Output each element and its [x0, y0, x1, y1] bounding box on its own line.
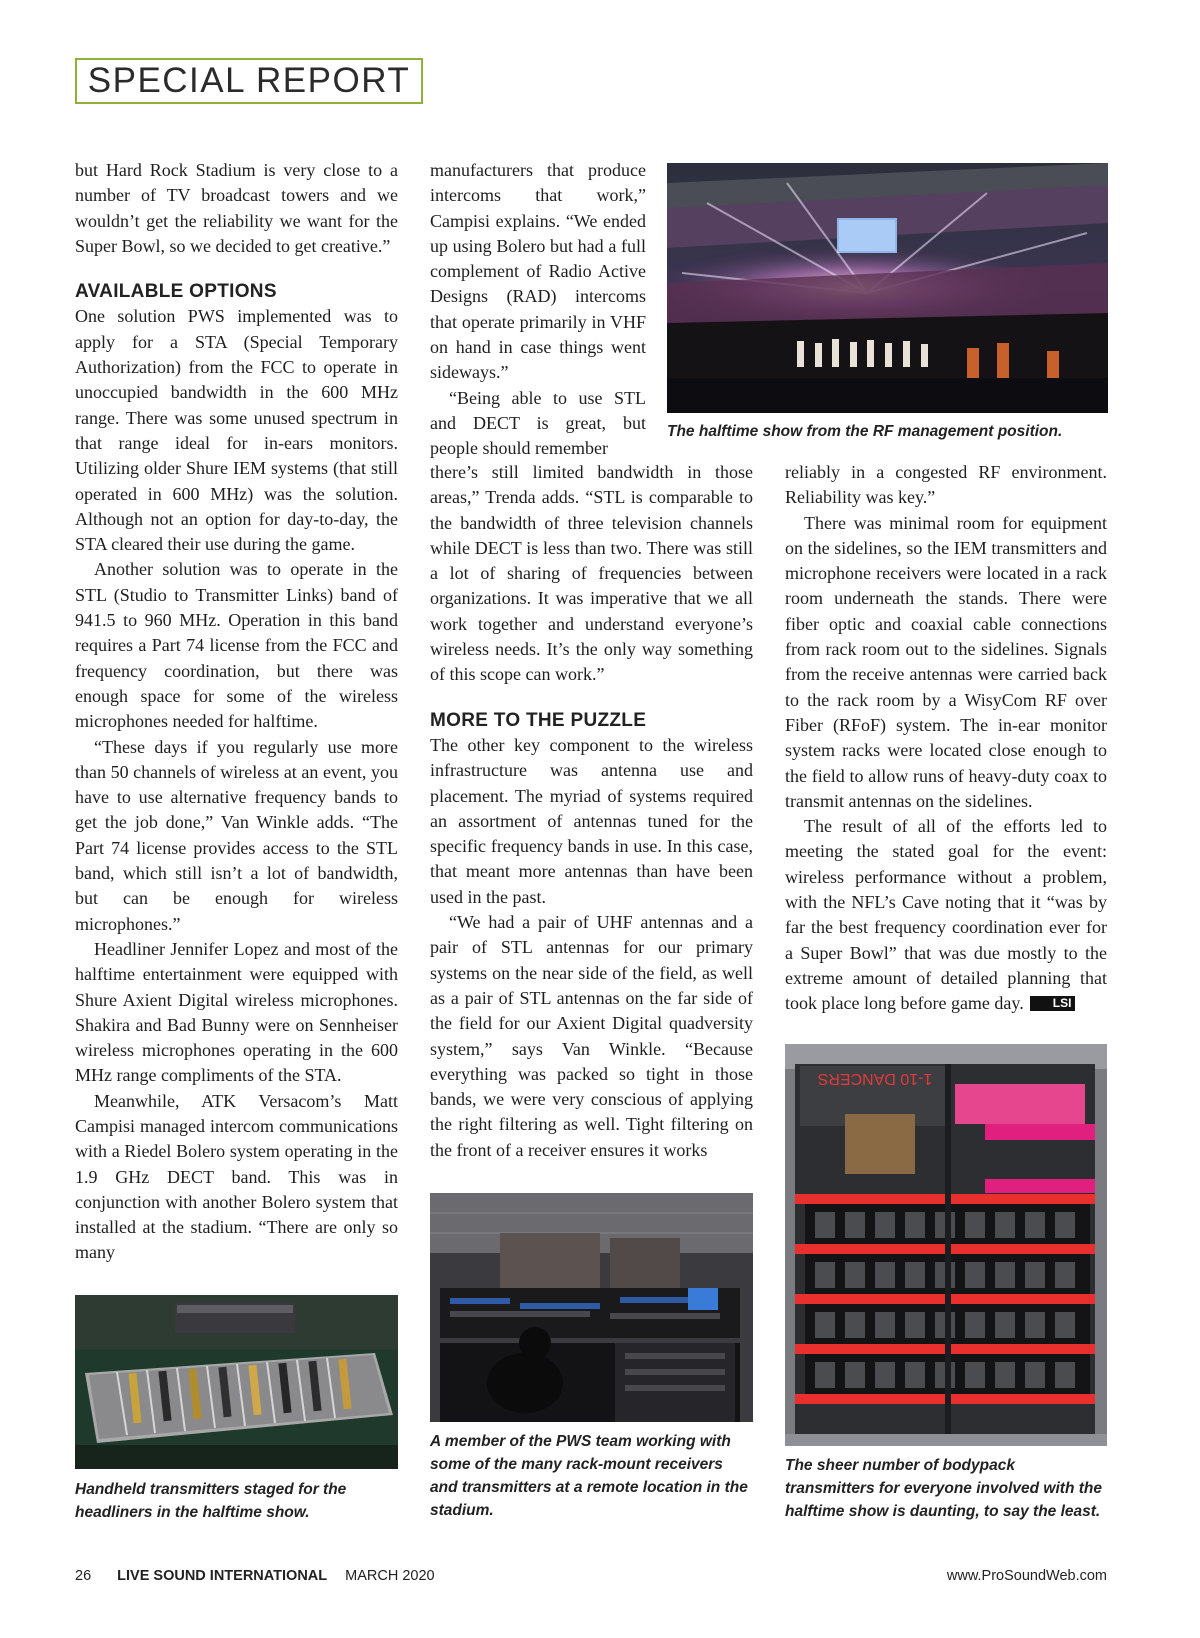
paragraph: There was minimal room for equipment on the sidelines, so the IEM transmitters and microphone receivers were located in a rack room underneath the stands. There were fiber optic and coaxial cable connections from rack room out to the sidelines. Signals from the receive antennas were carried back to the rack room by a WisyCom RF over Fiber (RFoF) system. The in-ear monitor system racks were located close enough to the field to allow runs of heavy-duty coax to transmit antennas on the sidelines.	[785, 512, 1107, 811]
paragraph: “These days if you regularly use more than 50 channels of wireless at an event, you have to use alternative frequency bands to get the job done,” Van Winkle adds. “The Part 74 license provides access to the STL band, which still isn’t a lot of bandwidth, but can be enough for wireless microphones.”	[75, 736, 398, 934]
paragraph: manufacturers that produce intercoms that work,” Campisi explains. “We ended up using Bolero but had a full complement of Radio Active Designs (RAD) intercoms that operate primarily in VHF on hand in case things went sideways.”	[430, 160, 646, 383]
article-column-2-lower	[430, 460, 753, 1163]
page-footer	[75, 1568, 435, 1584]
photo-caption: A member of the PWS team working with some of the many rack-mount receivers and transmitters at a remote location in the stadium.	[430, 1433, 748, 1519]
paragraph: there’s still limited bandwidth in those areas,” Trenda adds. “STL is comparable to the bandwidth of three television channels while DECT is less than two. There was still a lot of sharing of frequencies between organizations. It was imperative that we all work together and understand everyone’s wireless needs. It’s the only way something of this scope can work.”	[430, 462, 753, 685]
section-title: SPECIAL REPORT	[87, 61, 411, 100]
publication-name: LIVE SOUND INTERNATIONAL	[117, 1568, 328, 1584]
paragraph: Headliner Jennifer Lopez and most of the halftime entertainment were equipped with Shure Axient Digital wireless microphones. Shakira and Bad Bunny were on Sennheiser wireless microphones operating in the 600 MHz range compliments of the STA.	[75, 938, 398, 1086]
rack-room-photo	[430, 1193, 753, 1422]
photo-caption: Handheld transmitters staged for the headliners in the halftime show.	[75, 1481, 347, 1521]
paragraph: “We had a pair of UHF antennas and a pair of STL antennas for our primary systems on the near side of the field, as well as a pair of STL antennas on the far side of the field for our Axient Digital quadversity system,” says Van Winkle. “Because everything was packed so tight in those bands, we were very conscious of applying the right filtering as well. Tight filtering on the front of a receiver ensures it works	[430, 912, 753, 1160]
paragraph: Meanwhile, ATK Versacom’s Matt Campisi managed intercom communications with a Riedel Bolero system operating in the 1.9 GHz DECT band. This was in conjunction with another Bolero system that installed at the stadium. “There are only so many	[75, 1090, 398, 1263]
website-link[interactable]: www.ProSoundWeb.com	[946, 1568, 1107, 1584]
paragraph: “Being able to use STL and DECT is great, but people should remember	[430, 387, 646, 459]
paragraph	[785, 814, 1107, 1016]
paragraph: Another solution was to operate in the STL (Studio to Transmitter Links) band of 941.5 to 960 MHz. Operation in this band requires a Part 74 license from the FCC and frequency coordination, but there was enough space for some of the wireless microphones needed for halftime.	[75, 559, 398, 732]
bodypack-transmitters-photo	[785, 1044, 1107, 1446]
halftime-show-photo	[667, 163, 1108, 413]
end-mark-logo: LSI	[1030, 996, 1076, 1011]
article-column-1	[75, 158, 398, 1266]
paragraph-text: The result of all of the efforts led to meeting the stated goal for the event: wireless performance without a problem, with the NFL’s Cave noting that it “was by far the best frequency coordination ever for a Super Bowl” that was due mostly to the extreme amount of detailed planning that took place long before game day.	[785, 816, 1107, 1014]
photo-caption: The sheer number of bodypack transmitters for everyone involved with the halftime show is daunting, to say the least.	[785, 1457, 1102, 1520]
paragraph: reliably in a congested RF environment. Reliability was key.”	[785, 462, 1107, 508]
paragraph: One solution PWS implemented was to apply for a STA (Special Temporary Authorization) from the FCC to operate in unoccupied bandwidth in the 600 MHz range. There was some unused spectrum in that range ideal for in-ears monitors. Utilizing older Shure IEM systems (that still operated in 600 MHz) was the solution. Although not an option for day-to-day, the STA cleared their use during the game.	[75, 306, 398, 555]
issue-date: MARCH 2020	[345, 1568, 435, 1584]
rack-label: 1-10 DANCERS	[817, 1070, 933, 1087]
page-number: 26	[75, 1568, 92, 1584]
photo-caption: The halftime show from the RF management position.	[667, 423, 1063, 440]
section-heading: MORE TO THE PUZZLE	[430, 709, 647, 731]
article-column-3	[785, 460, 1107, 1017]
paragraph: but Hard Rock Stadium is very close to a number of TV broadcast towers and we wouldn’t get the reliability we want for the Super Bowl, so we decided to get creative.”	[75, 160, 398, 256]
section-heading: AVAILABLE OPTIONS	[75, 281, 277, 303]
handheld-transmitters-photo	[75, 1295, 398, 1469]
paragraph: The other key component to the wireless infrastructure was antenna use and placement. The myriad of systems required an assortment of antennas tuned for the specific frequency bands in use. In this case, that meant more antennas than have been used in the past.	[430, 734, 753, 907]
section-header	[75, 58, 423, 104]
article-column-2-upper	[430, 158, 646, 462]
